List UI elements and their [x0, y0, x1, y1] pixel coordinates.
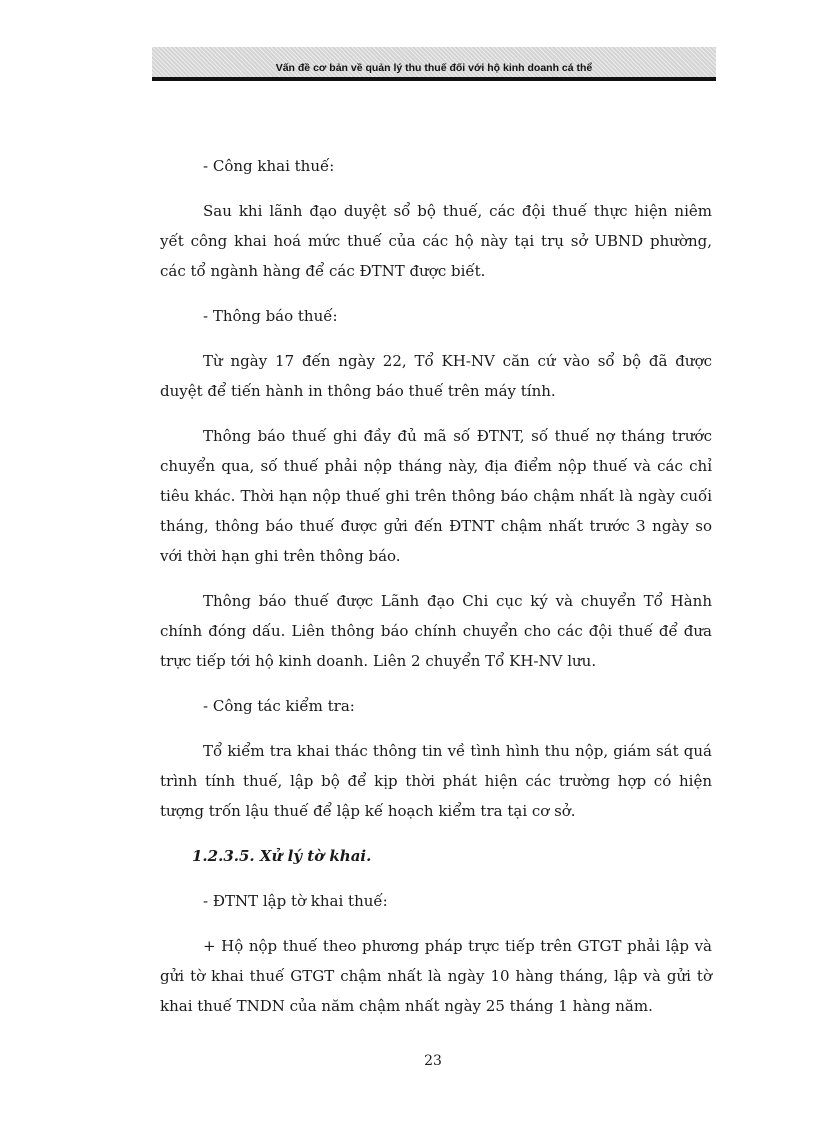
paragraph: Từ ngày 17 đến ngày 22, Tổ KH-NV căn cứ vào sổ bộ đã được duyệt để tiến hành in thông báo thuế trên máy tính.: [160, 352, 712, 400]
paragraph: Thông báo thuế ghi đầy đủ mã số ĐTNT, số thuế nợ tháng trước chuyển qua, số thuế phải nộp tháng này, địa điểm nộp thuế và các chỉ tiêu khác. Thời hạn nộp thuế ghi trên thông báo chậm nhất là ngày cuối tháng, thông báo thuế được gửi đến ĐTNT chậm nhất trước 3 ngày so với thời hạn ghi trên thông báo.: [160, 427, 712, 565]
paragraph: Sau khi lãnh đạo duyệt sổ bộ thuế, các đội thuế thực hiện niêm yết công khai hoá mức thuế của các hộ này tại trụ sở UBND phường, các tổ ngành hàng để các ĐTNT được biết.: [160, 202, 712, 280]
subheading-cong-khai-thue: - Công khai thuế:: [203, 157, 335, 175]
running-header-title: Vấn đề cơ bản về quản lý thu thuế đối với hộ kinh doanh cá thể: [275, 62, 593, 74]
subheading-cong-tac-kiem-tra: - Công tác kiểm tra:: [203, 697, 355, 715]
section-heading: 1.2.3.5. Xử lý tờ khai.: [192, 847, 372, 865]
subheading-thong-bao-thue: - Thông báo thuế:: [203, 307, 338, 325]
paragraph: Thông báo thuế được Lãnh đạo Chi cục ký và chuyển Tổ Hành chính đóng dấu. Liên thông báo chính chuyển cho các đội thuế để đưa trực tiếp tới hộ kinh doanh. Liên 2 chuyển Tổ KH-NV lưu.: [160, 592, 712, 670]
paragraph: Tổ kiểm tra khai thác thông tin về tình hình thu nộp, giám sát quá trình tính thuế, lập bộ để kịp thời phát hiện các trường hợp có hiện tượng trốn lậu thuế để lập kế hoạch kiểm tra tại cơ sở.: [160, 742, 712, 820]
page-body: [160, 151, 712, 1036]
subheading-lap-to-khai: - ĐTNT lập tờ khai thuế:: [203, 892, 388, 910]
page-number: 23: [424, 1053, 442, 1069]
paragraph: + Hộ nộp thuế theo phương pháp trực tiếp trên GTGT phải lập và gửi tờ khai thuế GTGT chậm nhất là ngày 10 hàng tháng, lập và gửi tờ khai thuế TNDN của năm chậm nhất ngày 25 tháng 1 hàng năm.: [160, 937, 712, 1015]
header-rule: [152, 77, 716, 81]
running-header: [152, 47, 716, 77]
